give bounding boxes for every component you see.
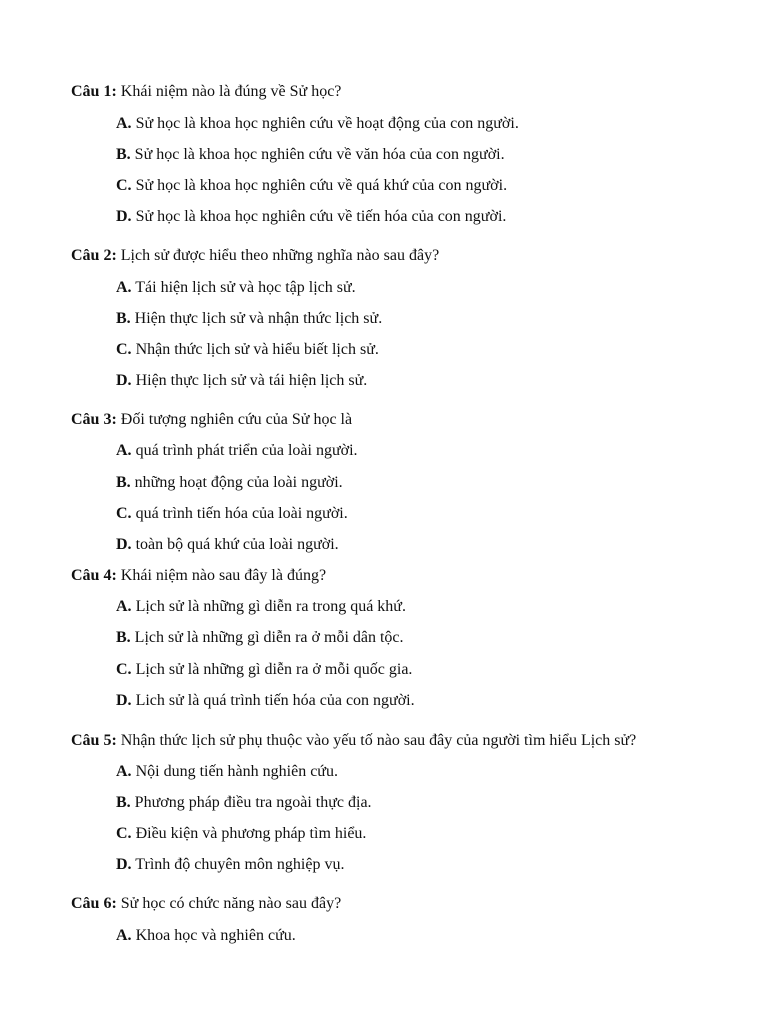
- option-1b: [116, 145, 736, 165]
- option-text: Phương pháp điều tra ngoài thực địa.: [130, 794, 372, 811]
- question-text: Nhận thức lịch sử phụ thuộc vào yếu tố nào sau đây của người tìm hiểu Lịch sử?: [116, 732, 637, 749]
- question-5: [71, 731, 751, 751]
- option-text: Sử học là khoa học nghiên cứu về hoạt động của con người.: [131, 115, 519, 132]
- question-text: Đối tượng nghiên cứu của Sử học là: [116, 411, 353, 428]
- question-label: Câu 1:: [71, 83, 117, 100]
- option-text: Sử học là khoa học nghiên cứu về văn hóa của con người.: [130, 146, 505, 163]
- option-text: Sử học là khoa học nghiên cứu về tiến hóa của con người.: [131, 208, 507, 225]
- option-3d: [116, 535, 736, 555]
- option-text: Trình độ chuyên môn nghiệp vụ.: [131, 856, 345, 873]
- option-5b: [116, 793, 736, 813]
- option-text: Tái hiện lịch sử và học tập lịch sử.: [131, 279, 356, 296]
- option-5a: [116, 762, 736, 782]
- option-label: C.: [116, 825, 132, 842]
- question-text: Khái niệm nào là đúng về Sử học?: [116, 83, 342, 100]
- option-label: B.: [116, 310, 131, 327]
- question-6: [71, 894, 751, 914]
- option-text: Hiện thực lịch sử và nhận thức lịch sử.: [130, 310, 383, 327]
- question-text: Lịch sử được hiểu theo những nghĩa nào sau đây?: [116, 247, 440, 264]
- option-4b: [116, 628, 736, 648]
- option-label: D.: [116, 536, 132, 553]
- option-label: B.: [116, 629, 131, 646]
- option-1d: [116, 207, 736, 227]
- option-label: A.: [116, 598, 132, 615]
- question-label: Câu 2:: [71, 247, 117, 264]
- question-label: Câu 5:: [71, 732, 117, 749]
- option-label: D.: [116, 692, 132, 709]
- option-text: Sử học là khoa học nghiên cứu về quá khứ của con người.: [131, 177, 508, 194]
- option-text: Nhận thức lịch sử và hiểu biết lịch sử.: [131, 341, 379, 358]
- option-label: C.: [116, 341, 132, 358]
- option-4d: [116, 691, 736, 711]
- option-text: Lịch sử là những gì diễn ra ở mỗi dân tộc.: [130, 629, 404, 646]
- option-3b: [116, 473, 736, 493]
- option-label: C.: [116, 661, 132, 678]
- question-label: Câu 4:: [71, 567, 117, 584]
- option-label: A.: [116, 927, 132, 944]
- option-4a: [116, 597, 736, 617]
- option-5c: [116, 824, 736, 844]
- option-1c: [116, 176, 736, 196]
- question-text: Sử học có chức năng nào sau đây?: [116, 895, 342, 912]
- option-label: C.: [116, 177, 132, 194]
- option-label: D.: [116, 372, 132, 389]
- question-3: [71, 410, 751, 430]
- option-label: A.: [116, 442, 132, 459]
- option-3c: [116, 504, 736, 524]
- option-text: quá trình phát triển của loài người.: [131, 442, 358, 459]
- option-2d: [116, 371, 736, 391]
- option-text: Lich sử là quá trình tiến hóa của con người.: [131, 692, 415, 709]
- option-label: A.: [116, 279, 132, 296]
- option-label: C.: [116, 505, 132, 522]
- option-2c: [116, 340, 736, 360]
- option-text: Lịch sử là những gì diễn ra ở mỗi quốc gia.: [131, 661, 413, 678]
- option-text: Khoa học và nghiên cứu.: [131, 927, 296, 944]
- option-text: những hoạt động của loài người.: [130, 474, 343, 491]
- option-text: Nội dung tiến hành nghiên cứu.: [131, 763, 338, 780]
- option-label: B.: [116, 794, 131, 811]
- option-text: Điều kiện và phương pháp tìm hiểu.: [131, 825, 367, 842]
- option-label: D.: [116, 856, 132, 873]
- option-label: B.: [116, 146, 131, 163]
- option-2b: [116, 309, 736, 329]
- option-1a: [116, 114, 736, 134]
- option-label: D.: [116, 208, 132, 225]
- question-label: Câu 6:: [71, 895, 117, 912]
- option-text: toàn bộ quá khứ của loài người.: [131, 536, 339, 553]
- option-2a: [116, 278, 736, 298]
- option-text: Lịch sử là những gì diễn ra trong quá khứ.: [131, 598, 406, 615]
- question-4: [71, 566, 751, 586]
- question-2: [71, 246, 751, 266]
- option-label: A.: [116, 763, 132, 780]
- option-text: quá trình tiến hóa của loài người.: [131, 505, 348, 522]
- option-3a: [116, 441, 736, 461]
- question-text: Khái niệm nào sau đây là đúng?: [116, 567, 327, 584]
- question-label: Câu 3:: [71, 411, 117, 428]
- option-label: A.: [116, 115, 132, 132]
- option-4c: [116, 660, 736, 680]
- option-5d: [116, 855, 736, 875]
- question-1: [71, 82, 751, 102]
- option-label: B.: [116, 474, 131, 491]
- option-text: Hiện thực lịch sử và tái hiện lịch sử.: [131, 372, 368, 389]
- option-6a: [116, 926, 736, 946]
